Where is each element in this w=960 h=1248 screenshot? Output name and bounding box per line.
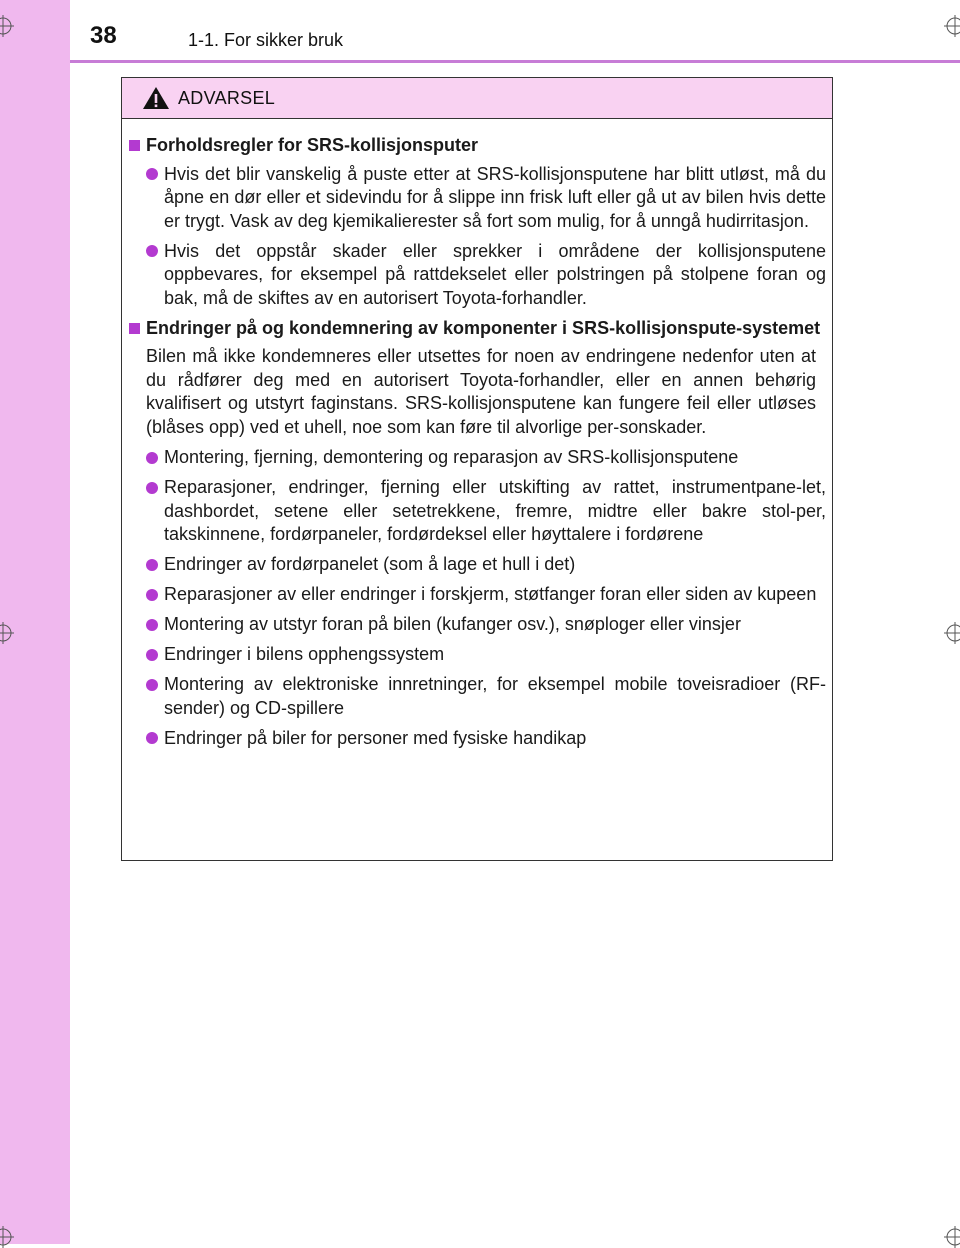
round-bullet-icon — [146, 168, 158, 180]
round-bullet-icon — [146, 559, 158, 571]
page-number: 38 — [90, 22, 117, 49]
list-item: Montering av utstyr foran på bilen (kufanger osv.), snøploger eller vinsjer — [146, 613, 826, 637]
section-heading: Endringer på og kondemnering av komponenter i SRS-kollisjonspute-systemet — [129, 317, 826, 341]
warning-body — [122, 119, 832, 750]
list-item: Endringer av fordørpanelet (som å lage et hull i det) — [146, 553, 826, 577]
section-heading: Forholdsregler for SRS-kollisjonsputer — [129, 134, 826, 158]
registration-mark-icon — [944, 1226, 960, 1248]
header-rule — [70, 60, 960, 63]
warning-label: ADVARSEL — [178, 87, 276, 108]
section-paragraph: Bilen må ikke kondemneres eller utsettes for noen av endringene nedenfor uten at du rådfører deg med en autorisert Toyota-forhandler, eller en annen behørig kvalifisert og utstyrt faginstans. SRS-kollisjonsputene kan fungere feil eller utløses (blåses opp) ved et uhell, noe som kan føre til alvorlige per-sonskader. — [146, 346, 816, 437]
round-bullet-icon — [146, 245, 158, 257]
list-item: Reparasjoner av eller endringer i forskjerm, støtfanger foran eller siden av kupeen — [146, 583, 826, 607]
round-bullet-icon — [146, 649, 158, 661]
section-title: 1-1. For sikker bruk — [188, 30, 344, 50]
list-item: Endringer på biler for personer med fysiske handikap — [146, 727, 826, 751]
list-item: Endringer i bilens opphengssystem — [146, 643, 826, 667]
list-item: Hvis det blir vanskelig å puste etter at SRS-kollisjonsputene har blitt utløst, må du åpne en dør eller et sidevindu for å slippe inn frisk luft eller gå ut av bilen hvis dette er trygt. Vask av deg kjemikalierester så fort som mulig, for å unngå hudirritasjon. — [146, 163, 826, 234]
warning-box — [121, 77, 833, 861]
round-bullet-icon — [146, 482, 158, 494]
list-item: Montering, fjerning, demontering og reparasjon av SRS-kollisjonsputene — [146, 446, 826, 470]
registration-mark-icon — [944, 15, 960, 37]
square-bullet-icon — [129, 323, 140, 334]
round-bullet-icon — [146, 589, 158, 601]
list-item: Hvis det oppstår skader eller sprekker i områdene der kollisjonsputene oppbevares, for eksempel på rattdekselet eller polstringen på stolpene foran og bak, må de skiftes av en autorisert Toyota-forhandler. — [146, 240, 826, 311]
round-bullet-icon — [146, 619, 158, 631]
list-item: Reparasjoner, endringer, fjerning eller utskifting av rattet, instrumentpane-let, dashbordet, setene eller setetrekkene, fremre, midtre eller bakre stol-per, takskinnene, fordørpaneler, fordørdeksel eller høyttalere i fordørene — [146, 476, 826, 547]
round-bullet-icon — [146, 679, 158, 691]
list-item: Montering av elektroniske innretninger, for eksempel mobile toveisradioer (RF-sender) og CD-spillere — [146, 673, 826, 720]
round-bullet-icon — [146, 452, 158, 464]
warning-triangle-icon — [142, 86, 170, 110]
registration-mark-icon — [0, 1226, 14, 1248]
registration-mark-icon — [944, 622, 960, 644]
warning-header — [122, 78, 832, 119]
registration-mark-icon — [0, 15, 14, 37]
registration-mark-icon — [0, 622, 14, 644]
round-bullet-icon — [146, 732, 158, 744]
square-bullet-icon — [129, 140, 140, 151]
